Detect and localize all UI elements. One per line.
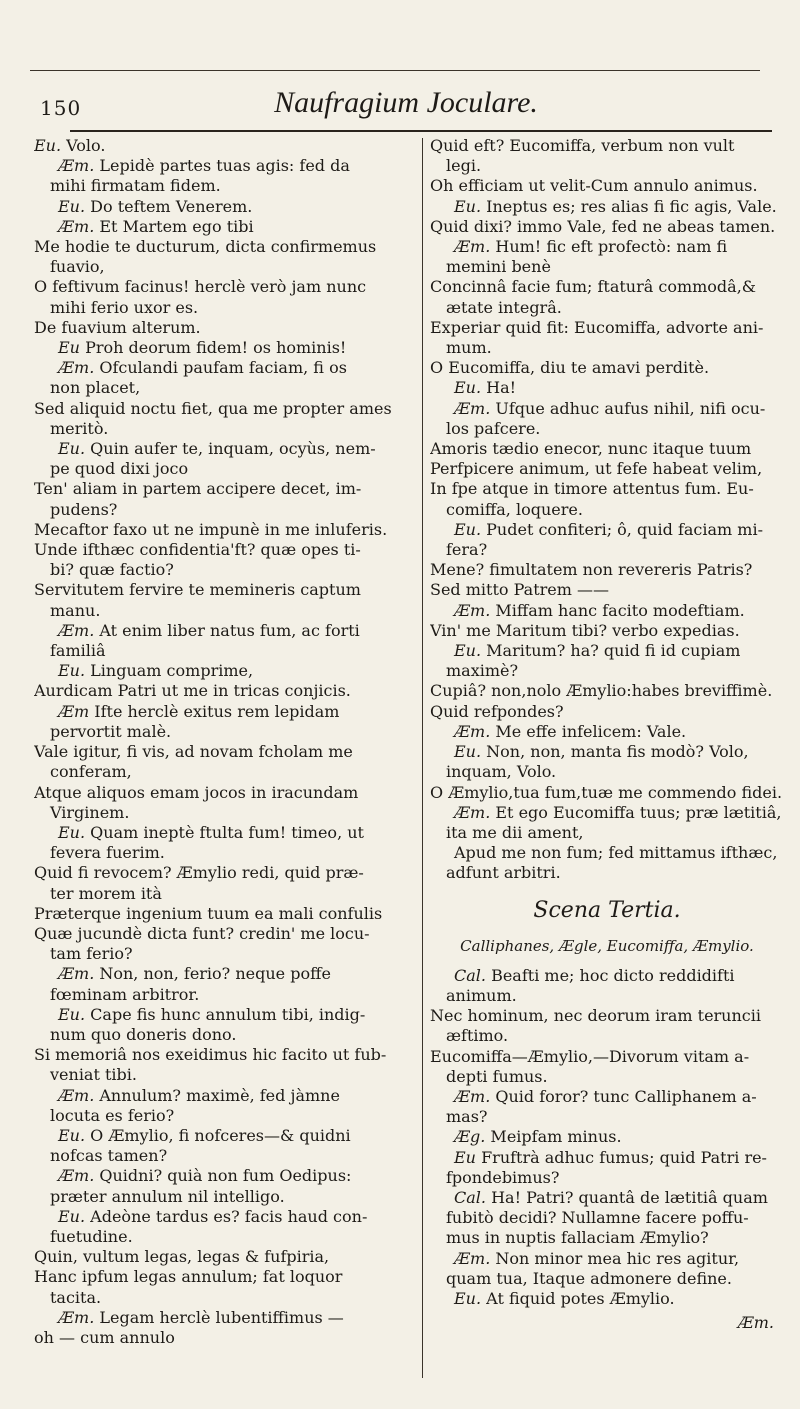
speaker-label: Æm. [58,1307,95,1327]
speaker-label: Eu. [34,136,62,155]
speaker-label: Eu. [58,196,86,216]
line-text: Eucomiffa—Æmylio,—Divorum vitam a- [430,1046,750,1066]
line-text: Aurdicam Patri ut me in tricas conjicis. [34,681,351,701]
line-text: Legam herclè lubentiffimus — [94,1307,344,1327]
line-text: Beafti me; hoc dicto reddidifti [485,965,735,985]
text-line [430,277,784,297]
line-text: Et Martem ego tibi [94,216,254,236]
text-line [34,560,412,580]
text-line [34,985,412,1005]
text-line [34,681,412,701]
speaker-label: Cal. [454,1187,486,1207]
line-text: Non minor mea hic res agitur, [490,1248,740,1268]
text-line [34,1227,412,1247]
line-text: ætate integrâ. [446,297,562,317]
line-text: Atque aliquos emam jocos in iracundam [34,782,359,802]
line-text: Maritum? ha? quid fi id cupiam [481,641,741,661]
header-rule [70,130,772,132]
line-text: Do teftem Venerem. [85,196,253,216]
text-line [34,419,412,439]
text-line [430,722,784,742]
line-text: pe quod dixi joco [50,459,189,479]
text-line [34,277,412,297]
text-line [430,419,784,439]
line-text: ita me dii ament, [446,822,584,842]
text-line [34,964,412,984]
text-line [34,884,412,904]
line-text: bi? quæ factio? [50,560,174,580]
text-line [430,702,784,722]
line-text: Quid refpondes? [430,701,564,721]
line-text: Et ego Eucomiffa tuus; præ lætitiâ, [490,802,782,822]
speaker-label: Æm. [454,1086,491,1106]
speaker-label: Æm. [454,398,491,418]
text-line [34,1247,412,1267]
speaker-label: Æm. [58,1166,95,1186]
text-line [34,641,412,661]
line-text: Virginem. [50,802,130,822]
text-line [430,580,784,600]
right-column [430,136,784,1333]
line-text: mihi ferio uxor es. [50,297,199,317]
text-line [34,722,412,742]
line-text: Perfpicere animum, ut fefe habeat velim, [430,459,763,479]
line-text: locuta es ferio? [50,1105,175,1125]
text-line [430,500,784,520]
text-line [34,1065,412,1085]
line-text: num quo doneris dono. [50,1024,237,1044]
speaker-label: Æm. [454,802,491,822]
text-line [34,156,412,176]
line-text: mum. [446,338,492,358]
line-text: quam tua, Itaque admonere define. [446,1268,732,1288]
line-text: conferam, [50,762,132,782]
speaker-label: Æm. [58,964,95,984]
speaker-label: Eu [454,1147,476,1167]
text-line [34,904,412,924]
speaker-label: Eu. [454,196,482,216]
speaker-label: Eu. [454,1288,482,1308]
text-line [34,237,412,257]
line-text: ter morem ità [50,883,162,903]
text-line [34,318,412,338]
text-line [430,217,784,237]
line-text: Ifte herclè exitus rem lepidam [89,701,340,721]
right-column-top [430,136,784,884]
text-line [430,1006,784,1026]
speaker-label: Eu. [58,1125,86,1145]
speaker-label: Eu. [58,1206,86,1226]
speaker-label: Æm. [58,156,95,176]
line-text: tam ferio? [50,944,133,964]
text-line [34,358,412,378]
text-line [34,1166,412,1186]
line-text: familiâ [50,641,106,661]
text-line [430,661,784,681]
text-line [430,399,784,419]
line-text: nofcas tamen? [50,1146,168,1166]
line-text: æftimo. [446,1026,509,1046]
text-line [34,520,412,540]
line-text: Meipfam minus. [485,1127,622,1147]
text-line [34,1207,412,1227]
text-line [34,136,412,156]
speaker-label: Eu. [58,661,86,681]
line-text: O Eucomiffa, diu te amavi perditè. [430,358,710,378]
text-line [34,702,412,722]
catchword: Æm. [737,1313,774,1333]
line-text: animum. [446,985,517,1005]
line-text: Volo. [61,136,106,155]
line-text: In fpe atque in timore attentus fum. Eu- [430,479,754,499]
line-text: inquam, Volo. [446,762,557,782]
text-line [430,1269,784,1289]
line-text: O Æmylio,tua fum,tuæ me commendo fidei. [430,782,783,802]
text-line [430,358,784,378]
text-line [34,1146,412,1166]
text-line [430,298,784,318]
text-line [34,1005,412,1025]
line-text: Si memoriâ nos exeidimus hic facito ut fub- [34,1045,387,1065]
line-text: Oh efficiam ut velit-Cum annulo animus. [430,176,758,196]
line-text: præter annulum nil intelligo. [50,1186,285,1206]
text-line [430,459,784,479]
line-text: fevera fuerim. [50,843,165,863]
text-line [430,257,784,277]
text-line [430,176,784,196]
speaker-label: Æm. [454,1248,491,1268]
text-line [34,621,412,641]
text-line [34,843,412,863]
line-text: Quid fi revocem? Æmylio redi, quid præ- [34,863,364,883]
line-text: maximè? [446,661,519,681]
scene-cast: Calliphanes, Ægle, Eucomiffa, Æmylio. [460,936,754,955]
left-column [34,136,412,1348]
line-text: Pudet confiteri; ô, quid faciam mi- [481,519,763,539]
line-text: Non, non, manta fis modò? Volo, [481,742,749,762]
running-title: Naufragium Joculare. [274,86,538,119]
line-text: Quæ jucundè dicta funt? credin' me locu- [34,923,370,943]
line-text: Ofculandi paufam faciam, fi os [94,358,347,378]
line-text: Ha! [481,378,517,398]
line-text: Mene? fimultatem non revereris Patris? [430,560,753,580]
line-text: comiffa, loquere. [446,499,583,519]
text-line [430,641,784,661]
text-line [34,944,412,964]
line-text: Ineptus es; res alias fi fic agis, Vale. [481,196,777,216]
text-line [430,479,784,499]
text-line [430,762,784,782]
line-text: Sed aliquid noctu fiet, qua me propter ames [34,398,392,418]
text-line [34,762,412,782]
text-line [34,863,412,883]
text-line [34,742,412,762]
line-text: fera? [446,540,488,560]
text-line [430,1208,784,1228]
line-text: mihi firmatam fidem. [50,176,221,196]
text-line [430,156,784,176]
line-text: Quin, vultum legas, legas & fufpiria, [34,1247,330,1267]
speaker-label: Æm. [58,1085,95,1105]
text-line [34,257,412,277]
line-text: Non, non, ferio? neque poffe [94,964,331,984]
text-line [34,338,412,358]
speaker-label: Æm. [58,358,95,378]
line-text: Vale igitur, fi vis, ad novam fcholam me [34,742,353,762]
text-line [34,217,412,237]
line-text: Ufque adhuc aufus nihil, nifi ocu- [490,398,766,418]
text-line [430,1249,784,1269]
line-text: mas? [446,1107,488,1127]
text-line [34,1308,412,1328]
text-line [430,560,784,580]
text-line [430,136,784,156]
line-text: Nec hominum, nec deorum iram teruncii [430,1006,761,1026]
line-text: pervortit malè. [50,721,172,741]
text-line [34,500,412,520]
line-text: Quin aufer te, inquam, ocyùs, nem- [85,439,376,459]
text-line [34,1267,412,1287]
text-line [34,803,412,823]
line-text: Miffam hanc facito modeftiam. [490,600,745,620]
line-text: mus in nuptis fallaciam Æmylio? [446,1228,709,1248]
text-line [34,439,412,459]
speaker-label: Eu. [58,822,86,842]
line-text: Quid foror? tunc Calliphanem a- [490,1086,757,1106]
line-text: Mecaftor faxo ut ne impunè in me inluferis. [34,519,388,539]
text-line [430,1228,784,1248]
text-line [430,966,784,986]
text-line [34,1086,412,1106]
line-text: Apud me non fum; fed mittamus ifthæc, [454,843,778,863]
line-text: manu. [50,600,101,620]
line-text: Ten' aliam in partem accipere decet, im- [34,479,362,499]
top-rule [30,70,760,71]
speaker-label: Æg. [454,1127,486,1147]
line-text: O feftivum facinus! herclè verò jam nunc [34,277,367,297]
text-line [34,298,412,318]
text-line [430,1168,784,1188]
text-line [430,1107,784,1127]
line-text: Hanc ipfum legas annulum; fat loquor [34,1267,343,1287]
line-text: Amoris tædio enecor, nunc itaque tuum [430,439,752,459]
text-line [430,318,784,338]
speaker-label: Cal. [454,965,486,985]
line-text: Experiar quid fit: Eucomiffa, advorte ani- [430,317,764,337]
text-line [430,681,784,701]
text-line [34,197,412,217]
text-line [34,1025,412,1045]
text-line [430,520,784,540]
line-text: fpondebimus? [446,1167,560,1187]
text-line [430,742,784,762]
text-line [430,540,784,560]
speaker-label: Æm. [454,600,491,620]
line-text: memini benè [446,257,551,277]
speaker-label: Eu. [58,1004,86,1024]
right-column-bottom [430,966,784,1309]
speaker-label: Eu. [454,641,482,661]
text-line [430,1289,784,1309]
speaker-label: Æm. [58,216,95,236]
text-line [430,338,784,358]
line-text: Annulum? maximè, fed jàmne [94,1085,340,1105]
line-text: legi. [446,156,482,176]
line-text: oh — cum annulo [34,1327,175,1347]
text-line [430,237,784,257]
speaker-label: Æm. [454,237,491,257]
text-line [34,580,412,600]
text-line [34,924,412,944]
text-line [430,1067,784,1087]
line-text: Vin' me Maritum tibi? verbo expedias. [430,620,740,640]
text-line [34,378,412,398]
line-text: Linguam comprime, [85,661,254,681]
text-line [430,803,784,823]
line-text: Cape fis hunc annulum tibi, indig- [85,1004,366,1024]
text-line [34,479,412,499]
line-text: Unde ifthæc confidentia'ft? quæ opes ti- [34,540,361,560]
line-text: tacita. [50,1287,102,1307]
speaker-label: Æm. [58,620,95,640]
text-line [430,439,784,459]
line-text: Proh deorum fidem! os hominis! [79,338,347,358]
text-line [34,783,412,803]
line-text: pudens? [50,499,118,519]
text-line [430,1026,784,1046]
text-line [430,1047,784,1067]
line-text: adfunt arbitri. [446,863,561,883]
line-text: At enim liber natus fum, ac forti [94,620,360,640]
column-divider [422,138,423,1378]
line-text: Ha! Patri? quantâ de lætitiâ quam [485,1187,768,1207]
text-line [34,823,412,843]
line-text: Quid dixi? immo Vale, fed ne abeas tamen. [430,216,776,236]
text-line [430,863,784,883]
line-text: Fruftrà adhuc fumus; quid Patri re- [475,1147,767,1167]
text-line [430,1188,784,1208]
text-line [34,601,412,621]
text-line [430,783,784,803]
line-text: Hum! fic eft profectò: nam fi [490,237,728,257]
line-text: Concinnâ facie fum; ftaturâ commodâ,& [430,277,757,297]
line-text: non placet, [50,378,141,398]
text-line [34,399,412,419]
line-text: De fuavium alterum. [34,317,201,337]
line-text: fuetudine. [50,1226,133,1246]
line-text: Cupiâ? non,nolo Æmylio:habes breviffimè. [430,681,773,701]
text-line [430,823,784,843]
page-header [40,86,772,132]
text-line [34,1045,412,1065]
line-text: O Æmylio, fi nofceres—& quidni [85,1125,351,1145]
line-text: fuavio, [50,257,105,277]
text-line [34,1288,412,1308]
text-line [430,843,784,863]
text-line [34,540,412,560]
text-line [430,621,784,641]
line-text: depti fumus. [446,1066,548,1086]
line-text: Quid eft? Eucomiffa, verbum non vult [430,136,735,155]
scene-title: Scena Tertia. [533,897,681,923]
text-line [34,1126,412,1146]
line-text: meritò. [50,418,109,438]
text-line [34,1187,412,1207]
text-line [34,459,412,479]
speaker-label: Eu [58,338,80,358]
line-text: Quidni? quià non fum Oedipus: [94,1166,352,1186]
speaker-label: Eu. [454,378,482,398]
speaker-label: Æm. [454,721,491,741]
text-line [34,1106,412,1126]
line-text: Servitutem fervire te memineris captum [34,580,361,600]
line-text: Adeòne tardus es? facis haud con- [85,1206,368,1226]
text-line [430,601,784,621]
line-text: fubitò decidi? Nullamne facere poffu- [446,1208,749,1228]
line-text: veniat tibi. [50,1065,137,1085]
line-text: Lepidè partes tuas agis: fed da [94,156,350,176]
line-text: Me effe infelicem: Vale. [490,721,687,741]
speaker-label: Eu. [454,519,482,539]
line-text: Me hodie te ducturum, dicta confirmemus [34,237,377,257]
text-line [430,1127,784,1147]
line-text: Quam ineptè ftulta fum! timeo, ut [85,822,364,842]
page-number: 150 [40,96,82,120]
text-line [430,986,784,1006]
text-line [430,1148,784,1168]
text-line [430,197,784,217]
line-text: Præterque ingenium tuum ea mali confulis [34,903,383,923]
line-text: los pafcere. [446,418,541,438]
text-line [34,1328,412,1348]
text-line [430,378,784,398]
line-text: Sed mitto Patrem —— [430,580,610,600]
speaker-label: Eu. [58,439,86,459]
line-text: fœminam arbitror. [50,984,200,1004]
text-line [430,1087,784,1107]
line-text: At fiquid potes Æmylio. [481,1288,675,1308]
text-line [34,176,412,196]
text-line [34,661,412,681]
speaker-label: Eu. [454,742,482,762]
speaker-label: Æm [58,701,90,721]
